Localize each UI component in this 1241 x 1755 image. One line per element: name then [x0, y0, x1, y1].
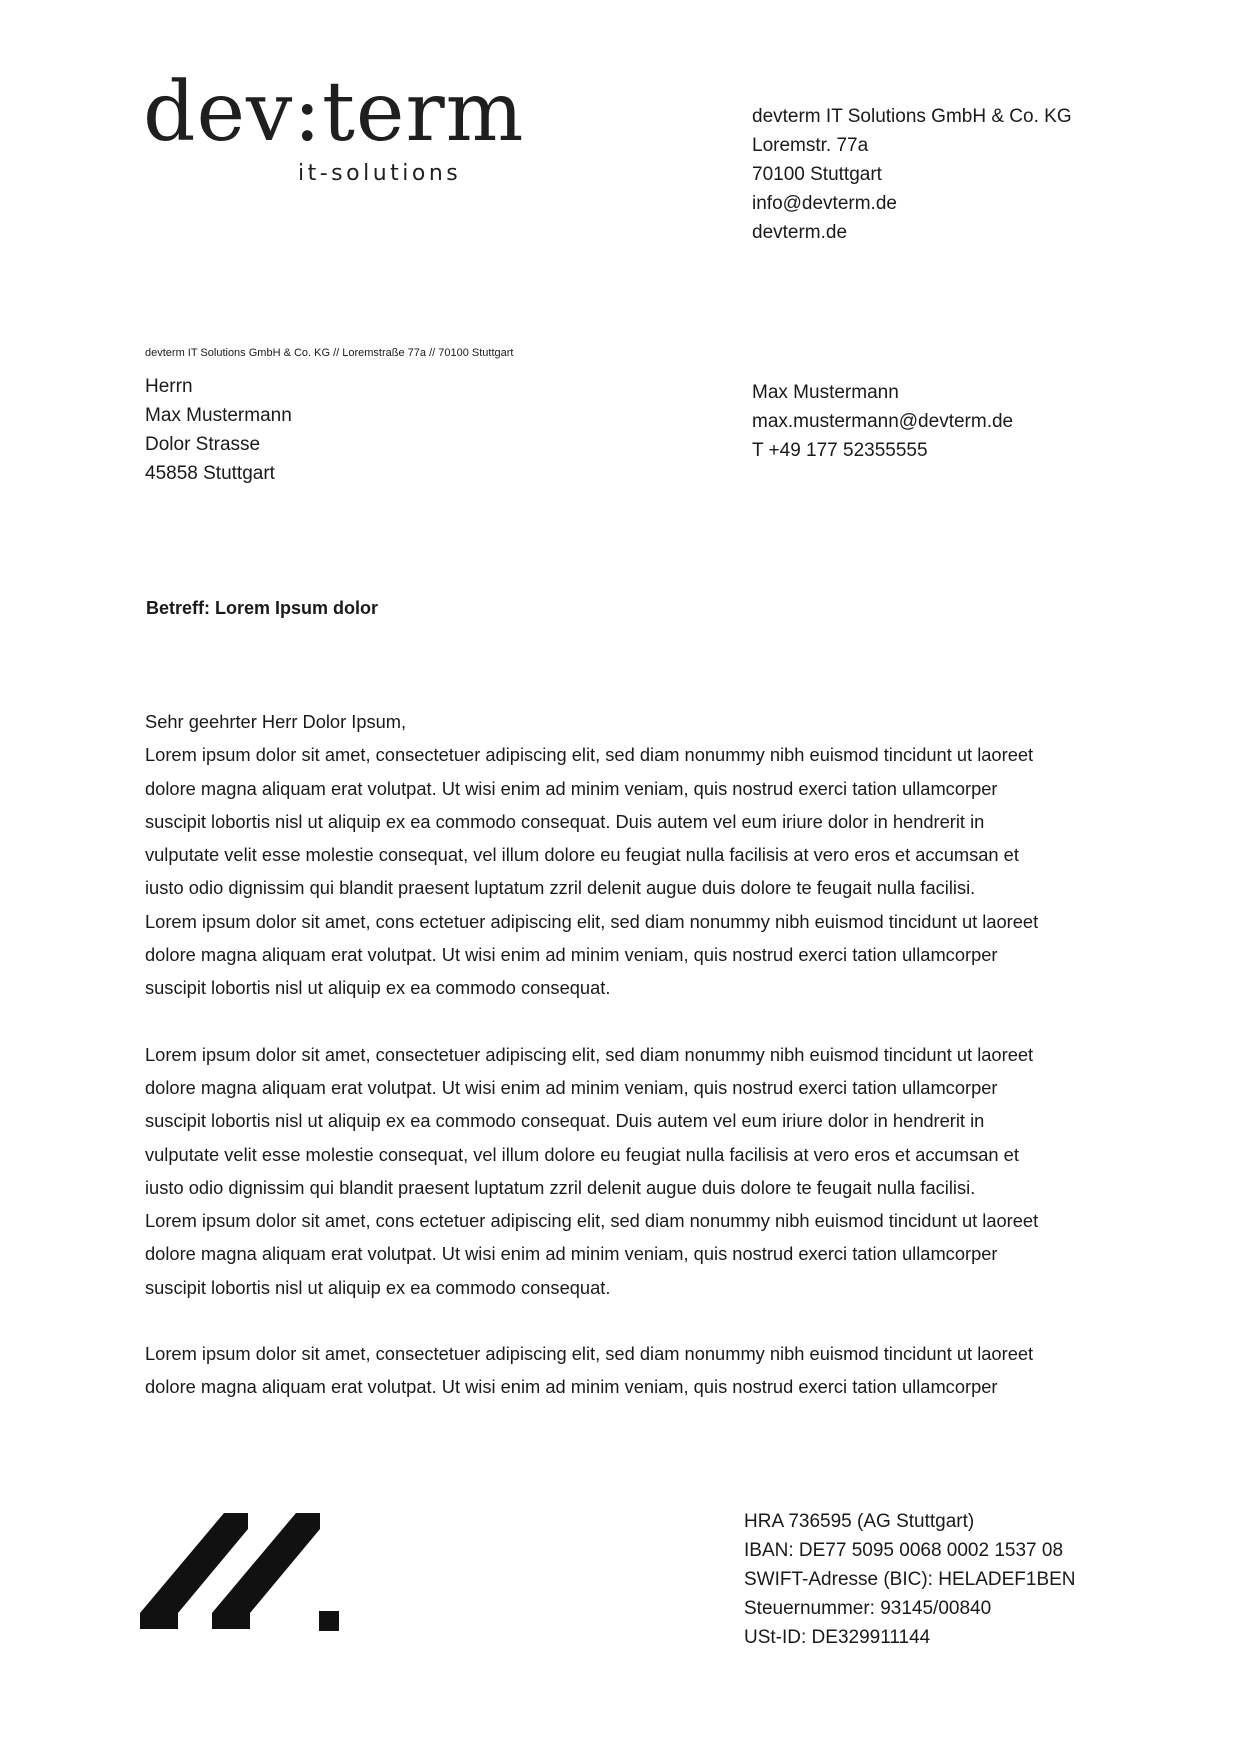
contact-phone: T +49 177 52355555: [752, 440, 928, 461]
contact-person: [752, 378, 1013, 465]
body-line: vulputate velit esse molestie consequat, vel illum dolore eu feugiat nulla facilisis at vero eros et accumsan et: [145, 1143, 1019, 1165]
body-line: dolore magna aliquam erat volutpat. Ut wisi enim ad minim veniam, quis nostrud exerci tation ullamcorper: [145, 1376, 998, 1398]
logo-tagline: it-solutions: [298, 161, 462, 186]
body-line: Lorem ipsum dolor sit amet, cons ectetuer adipiscing elit, sed diam nonummy nibh euismod tincidunt ut laoreet: [145, 1210, 1039, 1232]
body-paragraph-3: [145, 1337, 1095, 1404]
registry-number: HRA 736595 (AG Stuttgart): [744, 1511, 975, 1532]
body-line: suscipit lobortis nisl ut aliquip ex ea commodo consequat. Duis autem vel eum iriure dolor in hendrerit in: [145, 810, 985, 832]
contact-name: Max Mustermann: [752, 382, 899, 403]
body-line: Lorem ipsum dolor sit amet, consectetuer adipiscing elit, sed diam nonummy nibh euismod tincidunt ut laoreet: [145, 1043, 1034, 1065]
body-line: dolore magna aliquam erat volutpat. Ut wisi enim ad minim veniam, quis nostrud exerci tation ullamcorper: [145, 777, 998, 799]
body-line: dolore magna aliquam erat volutpat. Ut wisi enim ad minim veniam, quis nostrud exerci tation ullamcorper: [145, 1076, 998, 1098]
recipient-salutation: Herrn: [145, 376, 193, 397]
body-line: suscipit lobortis nisl ut aliquip ex ea commodo consequat. Duis autem vel eum iriure dolor in hendrerit in: [145, 1110, 985, 1132]
body-line: dolore magna aliquam erat volutpat. Ut wisi enim ad minim veniam, quis nostrud exerci tation ullamcorper: [145, 1243, 998, 1265]
recipient-address: [145, 372, 292, 488]
body-line: dolore magna aliquam erat volutpat. Ut wisi enim ad minim veniam, quis nostrud exerci tation ullamcorper: [145, 944, 998, 966]
recipient-name: Max Mustermann: [145, 405, 292, 426]
letter-salutation: Sehr geehrter Herr Dolor Ipsum,: [145, 711, 407, 732]
logo-wordmark: dev:term: [143, 65, 525, 160]
company-address: [752, 102, 1072, 247]
body-line: Lorem ipsum dolor sit amet, cons ectetuer adipiscing elit, sed diam nonummy nibh euismod tincidunt ut laoreet: [145, 910, 1039, 932]
company-email: info@devterm.de: [752, 193, 897, 214]
body-line: Lorem ipsum dolor sit amet, consectetuer adipiscing elit, sed diam nonummy nibh euismod tincidunt ut laoreet: [145, 1343, 1034, 1365]
vat-id: USt-ID: DE329911144: [744, 1627, 931, 1648]
company-city: 70100 Stuttgart: [752, 164, 882, 185]
recipient-street: Dolor Strasse: [145, 434, 261, 455]
paragraph-spacer: [145, 1005, 1095, 1038]
company-street: Loremstr. 77a: [752, 135, 869, 156]
paragraph-spacer: [145, 1304, 1095, 1337]
body-paragraph-2: [145, 1038, 1095, 1304]
body-line: suscipit lobortis nisl ut aliquip ex ea commodo consequat.: [145, 977, 611, 999]
contact-email: max.mustermann@devterm.de: [752, 411, 1014, 432]
body-line: iusto odio dignissim qui blandit praesent luptatum zzril delenit augue duis dolore te feugait nulla facilisi.: [145, 877, 976, 899]
body-line: iusto odio dignissim qui blandit praesent luptatum zzril delenit augue duis dolore te feugait nulla facilisi.: [145, 1176, 976, 1198]
iban: IBAN: DE77 5095 0068 0002 1537 08: [744, 1540, 1064, 1561]
body-line: suscipit lobortis nisl ut aliquip ex ea commodo consequat.: [145, 1276, 611, 1298]
letter-subject: Betreff: Lorem Ipsum dolor: [146, 598, 379, 618]
legal-info: [744, 1507, 1076, 1652]
body-line: vulputate velit esse molestie consequat, vel illum dolore eu feugiat nulla facilisis at vero eros et accumsan et: [145, 844, 1019, 866]
tax-number: Steuernummer: 93145/00840: [744, 1598, 992, 1619]
recipient-city: 45858 Stuttgart: [145, 463, 275, 484]
body-line: Lorem ipsum dolor sit amet, consectetuer adipiscing elit, sed diam nonummy nibh euismod tincidunt ut laoreet: [145, 744, 1034, 766]
swift-bic: SWIFT-Adresse (BIC): HELADEF1BEN: [744, 1569, 1076, 1590]
body-paragraph-1: [145, 738, 1095, 1004]
sender-return-line: devterm IT Solutions GmbH & Co. KG // Loremstraße 77a // 70100 Stuttgart: [145, 347, 514, 359]
letter-body: [145, 705, 1095, 1404]
slash-slash-dot-icon: [140, 1513, 340, 1633]
company-name: devterm IT Solutions GmbH & Co. KG: [752, 106, 1072, 127]
company-website: devterm.de: [752, 222, 848, 243]
